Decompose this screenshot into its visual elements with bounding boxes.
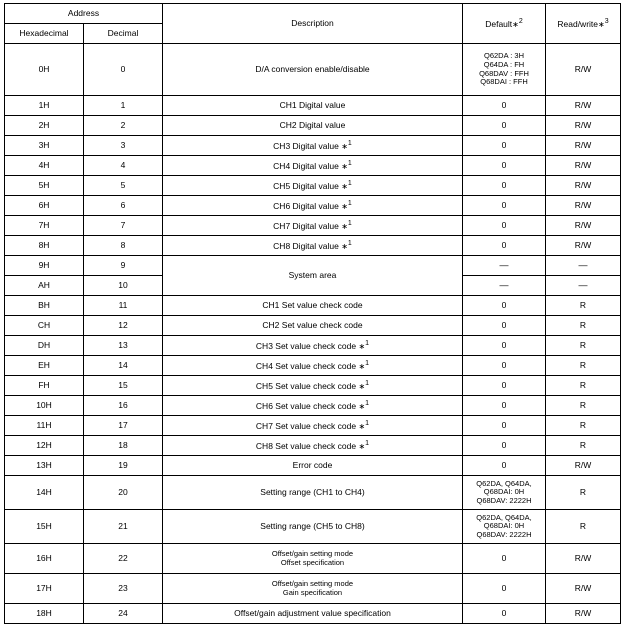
cell-hexadecimal: 5H xyxy=(5,176,84,196)
header-row-top xyxy=(5,4,621,24)
table-row xyxy=(5,336,621,356)
asterisk-icon: ∗ xyxy=(358,441,366,451)
description-text: CH5 Set value check code xyxy=(255,380,357,391)
cell-default: 0 xyxy=(463,376,546,396)
description-text: CH8 Digital value xyxy=(273,240,339,251)
description-line: Offset/gain setting mode xyxy=(271,578,354,588)
cell-description xyxy=(163,176,463,196)
description-text: D/A conversion enable/disable xyxy=(255,63,370,74)
cell-hexadecimal: 2H xyxy=(5,116,84,136)
cell-hexadecimal: 14H xyxy=(5,476,84,510)
asterisk-icon: ∗ xyxy=(358,421,366,431)
cell-decimal: 17 xyxy=(84,416,163,436)
cell-description xyxy=(163,416,463,436)
table-row xyxy=(5,136,621,156)
description-text: CH7 Set value check code xyxy=(255,420,357,431)
description-note: 1 xyxy=(365,379,370,387)
cell-readwrite: R/W xyxy=(546,156,621,176)
cell-default xyxy=(463,44,546,96)
table-row xyxy=(5,256,621,276)
cell-decimal: 8 xyxy=(84,236,163,256)
table-row xyxy=(5,116,621,136)
cell-decimal: 23 xyxy=(84,574,163,604)
asterisk-icon: ∗ xyxy=(341,181,348,191)
cell-description xyxy=(163,456,463,476)
description-text: Error code xyxy=(292,459,333,470)
cell-description xyxy=(163,216,463,236)
cell-readwrite: — xyxy=(546,276,621,296)
cell-decimal: 7 xyxy=(84,216,163,236)
cell-hexadecimal: 9H xyxy=(5,256,84,276)
cell-decimal: 4 xyxy=(84,156,163,176)
table-body xyxy=(5,44,621,624)
cell-hexadecimal: 10H xyxy=(5,396,84,416)
cell-readwrite: R/W xyxy=(546,456,621,476)
header-default-note: 2 xyxy=(518,17,523,25)
header-default xyxy=(463,4,546,44)
description-text: CH4 Digital value xyxy=(273,160,339,171)
cell-hexadecimal: DH xyxy=(5,336,84,356)
description-line: Offset/gain setting mode xyxy=(271,548,354,558)
table-row xyxy=(5,296,621,316)
cell-decimal: 9 xyxy=(84,256,163,276)
table-row xyxy=(5,436,621,456)
description-note: 1 xyxy=(365,419,370,427)
cell-readwrite: R/W xyxy=(546,604,621,624)
description-line: Offset specification xyxy=(280,557,345,567)
table-row xyxy=(5,376,621,396)
cell-hexadecimal: 12H xyxy=(5,436,84,456)
cell-hexadecimal: 6H xyxy=(5,196,84,216)
description-note: 1 xyxy=(365,399,370,407)
table-row xyxy=(5,510,621,544)
cell-decimal: 24 xyxy=(84,604,163,624)
cell-description xyxy=(163,96,463,116)
asterisk-icon: ∗ xyxy=(358,401,366,411)
asterisk-icon: ∗ xyxy=(598,19,605,29)
header-description: Description xyxy=(163,4,463,44)
cell-default: 0 xyxy=(463,236,546,256)
cell-decimal: 3 xyxy=(84,136,163,156)
cell-readwrite: R/W xyxy=(546,236,621,256)
cell-decimal: 18 xyxy=(84,436,163,456)
description-text: Offset/gain adjustment value specification xyxy=(234,607,391,618)
cell-default: 0 xyxy=(463,544,546,574)
cell-hexadecimal: CH xyxy=(5,316,84,336)
cell-hexadecimal: 4H xyxy=(5,156,84,176)
cell-description xyxy=(163,476,463,510)
cell-description xyxy=(163,296,463,316)
table-row xyxy=(5,236,621,256)
cell-decimal: 5 xyxy=(84,176,163,196)
description-note: 1 xyxy=(347,239,352,247)
table-row xyxy=(5,316,621,336)
cell-decimal: 12 xyxy=(84,316,163,336)
cell-default: 0 xyxy=(463,316,546,336)
default-line: Q62DA, Q64DA, xyxy=(476,512,532,522)
description-note: 1 xyxy=(347,199,352,207)
cell-default: — xyxy=(463,256,546,276)
header-decimal: Decimal xyxy=(84,24,163,44)
cell-description xyxy=(163,356,463,376)
cell-decimal: 6 xyxy=(84,196,163,216)
cell-description xyxy=(163,396,463,416)
header-hexadecimal: Hexadecimal xyxy=(5,24,84,44)
cell-readwrite: R xyxy=(546,416,621,436)
table-row xyxy=(5,604,621,624)
description-note: 1 xyxy=(347,159,352,167)
cell-decimal: 11 xyxy=(84,296,163,316)
table-row xyxy=(5,416,621,436)
description-text: CH2 Set value check code xyxy=(262,319,363,330)
cell-default: 0 xyxy=(463,336,546,356)
cell-hexadecimal: 15H xyxy=(5,510,84,544)
description-text: CH1 Digital value xyxy=(279,99,346,110)
cell-readwrite: R xyxy=(546,316,621,336)
default-line: Q68DAI : FFH xyxy=(480,77,528,87)
header-readwrite-note: 3 xyxy=(604,17,609,25)
cell-decimal: 21 xyxy=(84,510,163,544)
table-row xyxy=(5,574,621,604)
cell-description xyxy=(163,116,463,136)
cell-readwrite: R xyxy=(546,336,621,356)
default-line: Q64DA : FH xyxy=(483,59,525,69)
cell-default: 0 xyxy=(463,196,546,216)
cell-readwrite: R/W xyxy=(546,176,621,196)
cell-description xyxy=(163,336,463,356)
description-note: 1 xyxy=(365,439,370,447)
asterisk-icon: ∗ xyxy=(358,341,366,351)
cell-description xyxy=(163,574,463,604)
cell-decimal: 14 xyxy=(84,356,163,376)
cell-default: 0 xyxy=(463,416,546,436)
cell-readwrite: R/W xyxy=(546,574,621,604)
description-note: 1 xyxy=(347,219,352,227)
default-line: Q68DAI: 0H xyxy=(483,521,525,531)
cell-hexadecimal: 18H xyxy=(5,604,84,624)
description-text: CH1 Set value check code xyxy=(262,299,363,310)
default-line: Q68DAV: 2222H xyxy=(476,529,532,539)
cell-hexadecimal: BH xyxy=(5,296,84,316)
cell-default: 0 xyxy=(463,156,546,176)
cell-readwrite: R/W xyxy=(546,196,621,216)
cell-decimal: 22 xyxy=(84,544,163,574)
table-header xyxy=(5,4,621,44)
cell-decimal: 10 xyxy=(84,276,163,296)
cell-hexadecimal: 1H xyxy=(5,96,84,116)
cell-default: 0 xyxy=(463,96,546,116)
asterisk-icon: ∗ xyxy=(358,381,366,391)
cell-readwrite: — xyxy=(546,256,621,276)
cell-default: 0 xyxy=(463,456,546,476)
cell-hexadecimal: 13H xyxy=(5,456,84,476)
table-row xyxy=(5,156,621,176)
description-note: 1 xyxy=(347,179,352,187)
table-row xyxy=(5,176,621,196)
description-note: 1 xyxy=(347,139,352,147)
cell-hexadecimal: 7H xyxy=(5,216,84,236)
cell-readwrite: R xyxy=(546,296,621,316)
header-default-label: Default xyxy=(485,18,513,29)
asterisk-icon: ∗ xyxy=(341,221,348,231)
cell-description xyxy=(163,316,463,336)
description-text: CH3 Set value check code xyxy=(255,340,357,351)
header-address: Address xyxy=(5,4,163,24)
cell-decimal: 2 xyxy=(84,116,163,136)
cell-hexadecimal: 8H xyxy=(5,236,84,256)
description-note: 1 xyxy=(365,359,370,367)
cell-readwrite: R xyxy=(546,436,621,456)
cell-readwrite: R xyxy=(546,476,621,510)
description-text: System area xyxy=(288,269,337,280)
cell-readwrite: R/W xyxy=(546,136,621,156)
cell-default: 0 xyxy=(463,604,546,624)
table-row xyxy=(5,356,621,376)
asterisk-icon: ∗ xyxy=(341,201,348,211)
description-text: CH2 Digital value xyxy=(279,119,346,130)
cell-readwrite: R xyxy=(546,356,621,376)
buffer-memory-table xyxy=(4,3,621,624)
table-row xyxy=(5,96,621,116)
asterisk-icon: ∗ xyxy=(341,241,348,251)
cell-readwrite: R/W xyxy=(546,44,621,96)
asterisk-icon: ∗ xyxy=(341,161,348,171)
cell-description xyxy=(163,376,463,396)
description-text: CH6 Set value check code xyxy=(255,400,357,411)
description-text: CH3 Digital value xyxy=(273,140,339,151)
cell-decimal: 13 xyxy=(84,336,163,356)
cell-description xyxy=(163,436,463,456)
header-readwrite xyxy=(546,4,621,44)
cell-default: 0 xyxy=(463,216,546,236)
cell-readwrite: R/W xyxy=(546,96,621,116)
cell-default: — xyxy=(463,276,546,296)
cell-description xyxy=(163,236,463,256)
cell-description xyxy=(163,544,463,574)
cell-default: 0 xyxy=(463,176,546,196)
cell-hexadecimal: 16H xyxy=(5,544,84,574)
table-row xyxy=(5,396,621,416)
cell-default xyxy=(463,476,546,510)
table-row xyxy=(5,476,621,510)
cell-readwrite: R xyxy=(546,510,621,544)
cell-hexadecimal: 17H xyxy=(5,574,84,604)
description-line: Gain specification xyxy=(282,587,343,597)
cell-default: 0 xyxy=(463,396,546,416)
cell-description xyxy=(163,604,463,624)
default-line: Q62DA, Q64DA, xyxy=(476,478,532,488)
description-text: Setting range (CH1 to CH4) xyxy=(260,486,365,497)
cell-decimal: 19 xyxy=(84,456,163,476)
cell-hexadecimal: 3H xyxy=(5,136,84,156)
cell-default xyxy=(463,510,546,544)
asterisk-icon: ∗ xyxy=(512,19,519,29)
cell-decimal: 15 xyxy=(84,376,163,396)
cell-readwrite: R/W xyxy=(546,216,621,236)
asterisk-icon: ∗ xyxy=(341,141,348,151)
description-text: CH6 Digital value xyxy=(273,200,339,211)
default-line: Q68DAV: 2222H xyxy=(476,495,532,505)
cell-readwrite: R xyxy=(546,376,621,396)
table-row xyxy=(5,216,621,236)
cell-decimal: 16 xyxy=(84,396,163,416)
cell-description xyxy=(163,44,463,96)
cell-readwrite: R/W xyxy=(546,544,621,574)
cell-readwrite: R/W xyxy=(546,116,621,136)
cell-default: 0 xyxy=(463,136,546,156)
cell-decimal: 0 xyxy=(84,44,163,96)
description-text: Setting range (CH5 to CH8) xyxy=(260,520,365,531)
cell-default: 0 xyxy=(463,436,546,456)
cell-readwrite: R xyxy=(546,396,621,416)
cell-default: 0 xyxy=(463,574,546,604)
description-text: CH7 Digital value xyxy=(273,220,339,231)
table-row xyxy=(5,196,621,216)
cell-hexadecimal: AH xyxy=(5,276,84,296)
asterisk-icon: ∗ xyxy=(358,361,366,371)
default-line: Q68DAI: 0H xyxy=(483,487,525,497)
cell-description xyxy=(163,510,463,544)
cell-default: 0 xyxy=(463,356,546,376)
description-text: CH5 Digital value xyxy=(273,180,339,191)
cell-hexadecimal: EH xyxy=(5,356,84,376)
description-text: CH8 Set value check code xyxy=(255,440,357,451)
cell-hexadecimal: 0H xyxy=(5,44,84,96)
table-row xyxy=(5,44,621,96)
cell-description xyxy=(163,156,463,176)
header-readwrite-label: Read/write xyxy=(557,18,599,29)
description-text: CH4 Set value check code xyxy=(255,360,357,371)
default-line: Q62DA : 3H xyxy=(483,51,525,61)
cell-decimal: 20 xyxy=(84,476,163,510)
cell-description xyxy=(163,256,463,296)
table-row xyxy=(5,544,621,574)
cell-default: 0 xyxy=(463,116,546,136)
description-note: 1 xyxy=(365,339,370,347)
cell-decimal: 1 xyxy=(84,96,163,116)
cell-default: 0 xyxy=(463,296,546,316)
cell-description xyxy=(163,196,463,216)
cell-description xyxy=(163,136,463,156)
default-line: Q68DAV : FFH xyxy=(479,68,529,78)
cell-hexadecimal: 11H xyxy=(5,416,84,436)
cell-hexadecimal: FH xyxy=(5,376,84,396)
table-row xyxy=(5,456,621,476)
